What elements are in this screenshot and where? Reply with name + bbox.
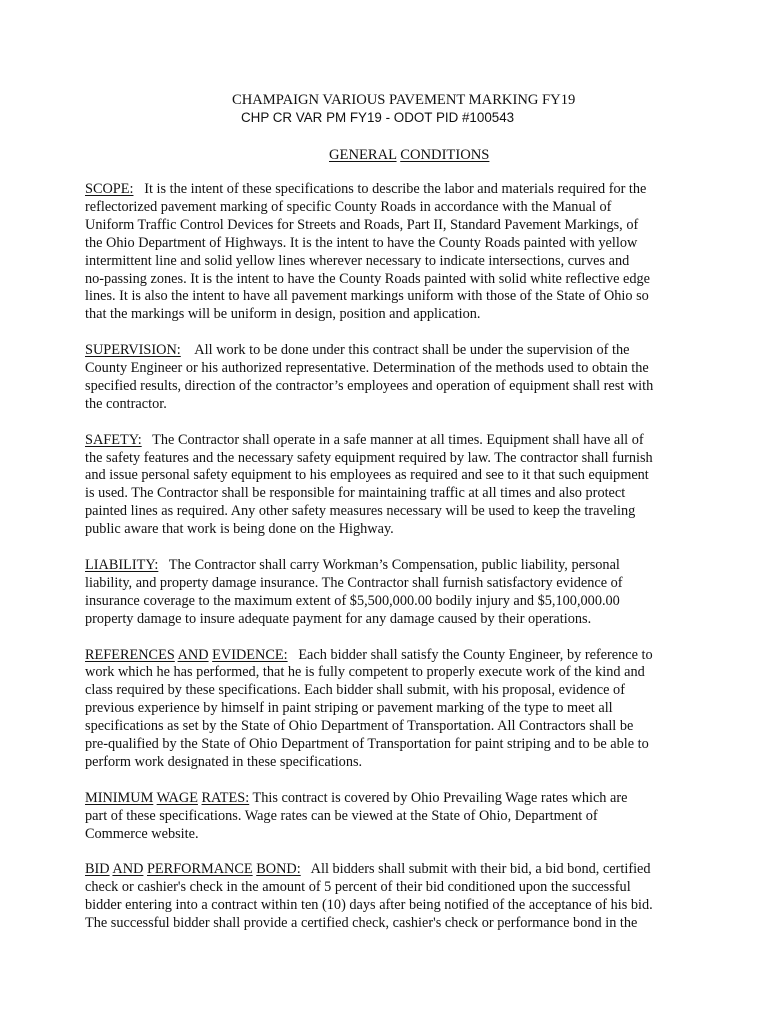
section-line: [85, 432, 695, 450]
section-minimum-wage-rates: [85, 790, 695, 844]
section-line: the Ohio Department of Highways. It is the intent to have the County Roads painted with yellow: [85, 234, 638, 251]
section-line: [85, 342, 695, 360]
section-text: All work to be done under this contract shall be under the supervision of the: [194, 342, 630, 359]
section-heading: LIABILITY:: [85, 556, 159, 573]
section-line: and issue personal safety equipment to his employees as required and see to it that such equipment: [85, 467, 649, 484]
section-line: pre-qualified by the State of Ohio Department of Transportation for paint striping and to be able to: [85, 736, 649, 753]
section-line: [85, 181, 695, 199]
section-line: reflectorized pavement marking of specific County Roads in accordance with the Manual of: [85, 198, 612, 215]
section-safety: [85, 432, 695, 539]
section-heading: BOND:: [256, 861, 301, 878]
section-heading: AND: [177, 646, 209, 663]
section-heading: REFERENCES: [85, 646, 175, 663]
section-line: part of these specifications. Wage rates can be viewed at the State of Ohio, Department of: [85, 807, 598, 824]
section-line: The successful bidder shall provide a certified check, cashier's check or performance bond in the: [85, 915, 638, 932]
general-conditions-heading: [329, 147, 489, 164]
section-line: class required by these specifications. Each bidder shall submit, with his proposal, evidence of: [85, 682, 625, 699]
section-line: County Engineer or his authorized representative. Determination of the methods used to obtain the: [85, 360, 649, 377]
section-heading: SCOPE:: [85, 181, 134, 197]
section-heading: EVIDENCE:: [212, 646, 288, 663]
section-line: [85, 557, 695, 575]
conditions-word: CONDITIONS: [400, 147, 490, 163]
section-line: check or cashier's check in the amount of 5 percent of their bid conditioned upon the successful: [85, 879, 631, 896]
section-line: [85, 647, 695, 665]
section-heading: PERFORMANCE: [146, 861, 253, 878]
section-heading: SUPERVISION:: [85, 342, 181, 359]
section-line: the contractor.: [85, 395, 167, 412]
section-text: Each bidder shall satisfy the County Engineer, by reference to: [298, 646, 653, 663]
section-line: public aware that work is being done on the Highway.: [85, 521, 394, 538]
section-line: perform work designated in these specifications.: [85, 753, 363, 770]
section-heading: WAGE: [156, 789, 198, 806]
section-heading: RATES:: [201, 789, 250, 806]
section-line: is used. The Contractor shall be responsible for maintaining traffic at all times and also protect: [85, 485, 626, 502]
section-liability: [85, 557, 695, 629]
section-heading: SAFETY:: [85, 431, 142, 448]
section-line: liability, and property damage insurance. The Contractor shall furnish satisfactory evidence of: [85, 574, 623, 591]
section-line: bidder entering into a contract within ten (10) days after being notified of the acceptance of his bid.: [85, 897, 653, 914]
section-text: The Contractor shall carry Workman’s Compensation, public liability, personal: [168, 556, 620, 573]
section-line: lines. It is also the intent to have all pavement markings uniform with those of the State of Ohio so: [85, 288, 649, 305]
section-line: previous experience by himself in paint striping or pavement marking of the type to meet all: [85, 700, 613, 717]
section-text: This contract is covered by Ohio Prevailing Wage rates which are: [252, 789, 628, 806]
section-line: specifications as set by the State of Ohio Department of Transportation. All Contractors shall be: [85, 718, 634, 735]
section-heading: MINIMUM: [85, 789, 154, 806]
section-line: that the markings will be uniform in design, position and application.: [85, 306, 481, 323]
section-line: work which he has performed, that he is fully competent to properly execute work of the kind and: [85, 664, 645, 681]
section-text: All bidders shall submit with their bid, a bid bond, certified: [310, 861, 651, 878]
section-line: [85, 790, 695, 808]
document-title: CHAMPAIGN VARIOUS PAVEMENT MARKING FY19: [232, 92, 576, 108]
section-line: insurance coverage to the maximum extent of $5,500,000.00 bodily injury and $5,100,000.00: [85, 592, 620, 609]
section-line: painted lines as required. Any other safety measures necessary will be used to keep the traveling: [85, 503, 636, 520]
section-line: specified results, direction of the contractor’s employees and operation of equipment shall rest with: [85, 377, 654, 394]
section-bid-and-performance-bond: [85, 861, 695, 933]
section-scope: [85, 181, 695, 324]
section-line: the safety features and the necessary safety equipment required by law. The contractor shall furnish: [85, 449, 653, 466]
section-line: intermittent line and solid yellow lines wherever necessary to indicate intersections, curves and: [85, 252, 630, 269]
section-line: no-passing zones. It is the intent to have the County Roads painted with solid white reflective edge: [85, 270, 650, 287]
section-text: It is the intent of these specifications to describe the labor and materials required for the: [144, 181, 647, 197]
section-heading: BID: [85, 861, 110, 878]
document-body: [85, 181, 695, 951]
section-text: The Contractor shall operate in a safe manner at all times. Equipment shall have all of: [152, 431, 644, 448]
section-line: [85, 861, 695, 879]
section-supervision: [85, 342, 695, 414]
document-subtitle: CHP CR VAR PM FY19 - ODOT PID #100543: [241, 110, 515, 125]
section-line: Commerce website.: [85, 825, 199, 842]
section-references: [85, 647, 695, 772]
section-line: Uniform Traffic Control Devices for Streets and Roads, Part II, Standard Pavement Markings, of: [85, 216, 639, 233]
section-line: property damage to insure adequate payment for any damage caused by their operations.: [85, 610, 592, 627]
section-heading: AND: [112, 861, 144, 878]
general-word: GENERAL: [329, 147, 397, 163]
